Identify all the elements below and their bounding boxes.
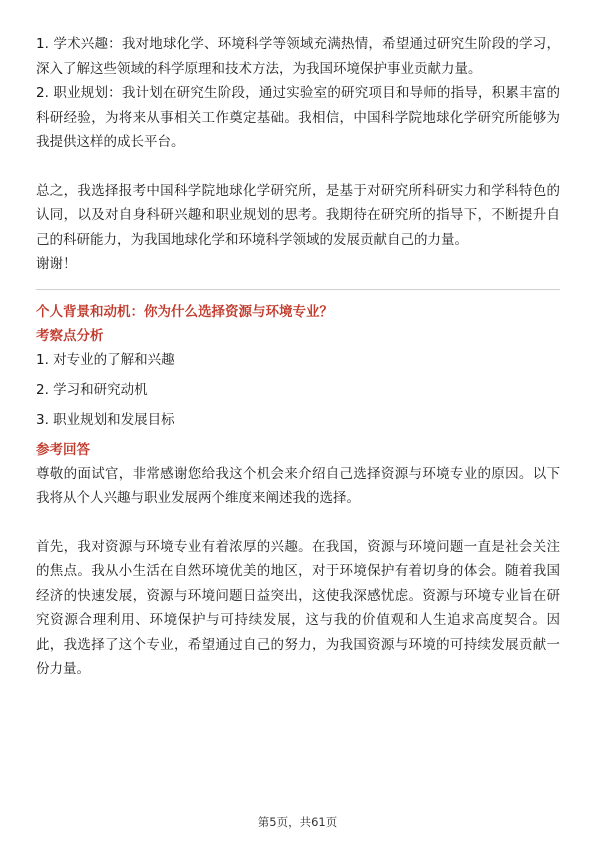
analysis-point: 1. 对专业的了解和兴趣 xyxy=(36,351,175,368)
spacer xyxy=(36,511,560,535)
answer-paragraph-interest: 首先，我对资源与环境专业有着浓厚的兴趣。在我国，资源与环境问题一直是社会关注的焦点。我从小生活在自然环境优美的地区，对于环境保护有着切身的体会。随着我国经济的快速发展，资源与环境问题日益突出，这使我深感忧虑。资源与环境专业旨在研究资源合理利用、环境保护与可持续发展，这与我的价值观和人生追求高度契合。因此，我选择了这个专业，希望通过自己的努力，为我国资源与环境的可持续发展贡献一份力量。 xyxy=(36,538,560,677)
page-content xyxy=(36,32,560,682)
thanks-text: 谢谢！ xyxy=(36,256,77,272)
answer-title: 参考回答 xyxy=(36,441,90,458)
interview-question: 个人背景和动机：你为什么选择资源与环境专业？ xyxy=(36,303,333,320)
conclusion-paragraph: 总之，我选择报考中国科学院地球化学研究所，是基于对研究所科研实力和学科特色的认同，以及对自身科研兴趣和职业规划的思考。我期待在研究所的指导下，不断提升自己的科研能力，为我国地球化学和环境科学领域的发展贡献自己的力量。 xyxy=(36,182,560,248)
spacer xyxy=(36,155,560,179)
analysis-point: 3. 职业规划和发展目标 xyxy=(36,411,175,428)
page-number-footer: 第5页，共61页 xyxy=(257,815,338,829)
analysis-point: 2. 学习和研究动机 xyxy=(36,381,148,398)
intro-item-career-plan: 2. 职业规划：我计划在研究生阶段，通过实验室的研究项目和导师的指导，积累丰富的科研经验，为将来从事相关工作奠定基础。我相信，中国科学院地球化学研究所能够为我提供这样的成长平台。 xyxy=(36,85,560,150)
section-divider xyxy=(36,289,560,290)
analysis-title: 考察点分析 xyxy=(36,327,104,344)
answer-paragraph-opening: 尊敬的面试官，非常感谢您给我这个机会来介绍自己选择资源与环境专业的原因。以下我将从个人兴趣与职业发展两个维度来阐述我的选择。 xyxy=(36,465,560,506)
intro-item-academic-interest: 1. 学术兴趣：我对地球化学、环境科学等领域充满热情，希望通过研究生阶段的学习，深入了解这些领域的科学原理和技术方法，为我国环境保护事业贡献力量。 xyxy=(36,36,560,77)
